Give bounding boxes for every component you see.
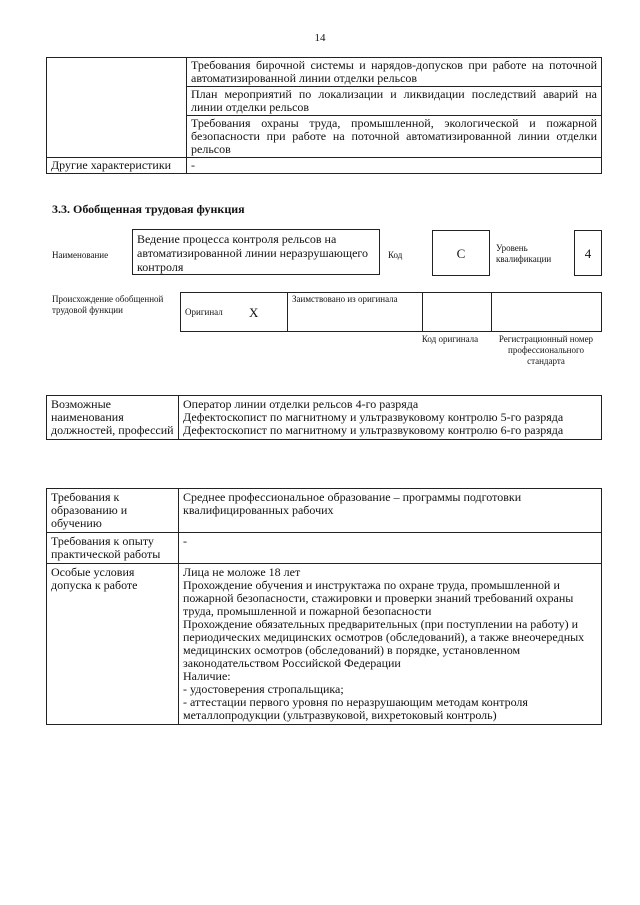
origin-table	[180, 292, 602, 332]
table-row	[47, 564, 602, 725]
code-box	[432, 230, 490, 276]
table-row	[47, 533, 602, 564]
level-value: 4	[584, 246, 592, 261]
top-table	[46, 57, 602, 174]
table-row	[47, 58, 602, 87]
conditions-list	[179, 564, 602, 725]
list-item: - аттестации первого уровня по неразрушающим методам контроля металлопродукции (ультразвуковой, вихретоковый контроль)	[183, 695, 528, 722]
list-item: Дефектоскопист по магнитному и ультразвуковому контролю 6-го разряда	[183, 423, 564, 437]
list-item: Прохождение обучения и инструктажа по охране труда, промышленной и пожарной безопасности, стажировки и проверки знаний требований охраны труда, промышленной и пожарной безопасности	[183, 578, 574, 618]
experience-value: -	[179, 533, 602, 564]
section-title: 3.3. Обобщенная трудовая функция	[52, 202, 245, 216]
list-item: Оператор линии отделки рельсов 4-го разряда	[183, 397, 419, 411]
table-row	[47, 489, 602, 533]
code-value: C	[456, 246, 466, 261]
function-name-box	[132, 229, 380, 275]
requirements-table	[46, 488, 602, 725]
function-name-value: Ведение процесса контроля рельсов на автоматизированной линии неразрушающего контроля	[137, 232, 369, 274]
borrowed-label: Заимствовано из оригинала	[288, 293, 423, 332]
occupations-table	[46, 395, 602, 440]
name-label: Наименование	[52, 250, 109, 260]
table-cell: Требования бирочной системы и нарядов-допусков при работе на поточной автоматизированной линии отделки рельсов	[187, 58, 602, 87]
table-cell: План мероприятий по локализации и ликвидации последствий аварий на линии отделки рельсов	[187, 87, 602, 116]
table-cell: Требования охраны труда, промышленной, экологической и пожарной безопасности при работе на поточной автоматизированной линии отделки рельсов	[187, 116, 602, 158]
table-row	[47, 396, 602, 440]
table-cell: -	[187, 158, 602, 174]
original-mark: X	[245, 293, 288, 332]
education-value: Среднее профессиональное образование – программы подготовки квалифицированных рабочих	[179, 489, 602, 533]
code-original-cell	[423, 293, 492, 332]
list-item: Дефектоскопист по магнитному и ультразвуковому контролю 5-го разряда	[183, 410, 564, 424]
list-item: - удостоверения стропальщика;	[183, 682, 344, 696]
conditions-label: Особые условия допуска к работе	[47, 564, 179, 725]
table-cell-empty	[47, 58, 187, 158]
level-label: Уровень квалификации	[496, 243, 552, 264]
list-item: Наличие:	[183, 669, 231, 683]
origin-label: Происхождение обобщенной трудовой функции	[52, 294, 164, 315]
reg-number-caption: Регистрационный номер профессионального стандарта	[498, 334, 594, 366]
page-number: 14	[314, 32, 326, 44]
occupations-list	[179, 396, 602, 440]
original-label: Оригинал	[181, 293, 246, 332]
list-item: Прохождение обязательных предварительных (при поступлении на работу) и периодических медицинских осмотров (обследований), а также внеочередных медицинских осмотров (обследований) в порядке, установленном законодательством Российской Федерации	[183, 617, 585, 670]
table-row	[47, 158, 602, 174]
experience-label: Требования к опыту практической работы	[47, 533, 179, 564]
code-original-caption: Код оригинала	[421, 334, 479, 344]
code-label: Код	[388, 250, 403, 260]
occupations-label: Возможные наименования должностей, профессий	[47, 396, 179, 440]
table-row	[181, 293, 602, 332]
list-item: Лица не моложе 18 лет	[183, 565, 301, 579]
reg-number-cell	[492, 293, 602, 332]
table-cell-label: Другие характеристики	[47, 158, 187, 174]
level-box	[574, 230, 602, 276]
education-label: Требования к образованию и обучению	[47, 489, 179, 533]
